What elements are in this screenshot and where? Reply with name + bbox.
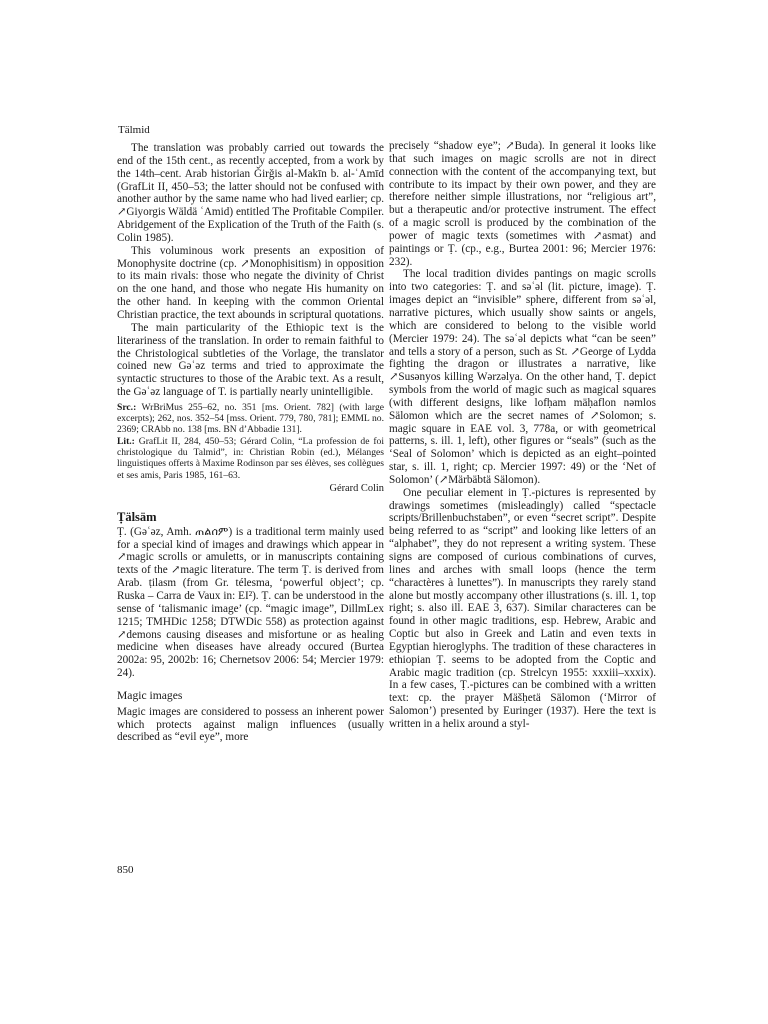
paragraph: The local tradition divides pantings on magic scrolls into two categories: Ṭ. and səʿəl (lit. picture, image). Ṭ. images depict an “invisible” sphere, different from səʿəl, narrative pictures, which usually show saints or angels, which are considered to belong to the visible world (Mercier 1979: 24). The səʿəl depicts what “can be seen” and tells a story of a person, such as St. ↗George of Lydda fighting the dragon or illustrates a narrative, like ↗Susənyos killing Wərzəlya. On the other hand, Ṭ. depict symbols from the world of magic such as magical squares (with different designs, like lofḥam mäḥaflon nəmlos Sälomon which are the secret names of ↗Solomon; s. magic square in EAE vol. 3, 778a, or with geometrical patterns, s. ill. 1, left), other figures or “seals” (such as the ‘Seal of Solomon’ which is depicted as an eight–pointed star, s. ill. 1, right; cp. Mercier 1997: 49) or the ‘Net of Solomon’ (↗Märbäbtä Sälomon). — [389, 268, 656, 486]
paragraph: This voluminous work presents an exposition of Monophysite doctrine (cp. ↗Monophisitism) in opposition to its main rivals: those who negate the divinity of Christ on the one hand, and those who negate His humanity on the other hand. In keeping with the common Oriental Christian practice, the text abounds in scriptural quotations. — [117, 244, 384, 321]
paragraph: Magic images are considered to possess an inherent power which protects against malign influences (usually described as “evil eye”, more — [117, 705, 384, 744]
paragraph: The main particularity of the Ethiopic text is the literariness of the translation. In order to remain faithful to the Christological subtleties of the Vorlage, the translator coined new Gəʿəz terms and tried to approximate the syntactic structures to those of the Arabic text. As a result, the Gəʿəz language of T. is partially nearly unintelligible. — [117, 321, 384, 399]
sources-text: WrBriMus 255–62, no. 351 [ms. Orient. 782] (with large excerpts); 262, nos. 352–54 [mss. Orient. 779, 780, 781]; EMML no. 2369; CRAbb no. 138 [ms. BN d’Abbadie 131]. — [117, 401, 384, 436]
section-heading: Magic images — [117, 688, 183, 702]
author-signature: Gérard Colin — [329, 482, 384, 494]
left-column — [117, 142, 384, 744]
sources-label: Src.: — [117, 401, 137, 413]
paragraph: Ṭ. (Gəʿəz, Amh. ጠልሰም) is a traditional term mainly used for a special kind of images and drawings which appear in ↗magic scrolls or amuletts, or in manuscripts containing texts of the ↗magic literature. The term Ṭ. is derived from Arab. ṭilasm (from Gr. télesma, ‘powerful object’; cp. Ruska – Carra de Vaux in: EI²). Ṭ. can be understood in the sense of ‘talismanic image’ (cp. “magic image”, DillmLex 1215; TMHDic 1258; DTWDic 558) as protection against ↗demons causing diseases and misfortune or as healing medicine when diseases have already occured (Burtea 2002a: 95, 2002b: 16; Chernetsov 2006: 54; Mercier 1979: 24). — [117, 525, 384, 680]
paragraph: One peculiar element in Ṭ.-pictures is represented by drawings sometimes (misleadingly) called “spectacle scripts/Brillenbuchstaben”, or even “secret script”. Despite being referred to as “script” and looking like letters of an “alphabet”, they do not represent a writing system. These signs are composed of curious combinations of curves, lines and arches with small loops (hence the term “charactères à lunettes”). In manuscripts they rarely stand alone but mostly accompany other illustrations (s. ill. 1, top right; s. also ill. EAE 3, 637). Similar characteres can be found in other magic traditions, esp. Hebrew, Arabic and Coptic but also in Greek and Latin and even texts in Egyptian hieroglyphs. The tradition of these characteres in ethiopian Ṭ. seems to be adopted from the Coptic and Arabic magic tradition (cp. Strelcyn 1955: xxxiii–xxxix). In a few cases, Ṭ.-pictures can be combined with a written text: cp. the prayer Mäšḥetä Sälomon (‘Mirror of Salomon’) presented by Euringer (1937). Here the text is written in a helix around a styl- — [389, 486, 656, 730]
bibliography — [117, 402, 384, 481]
page-number: 850 — [117, 864, 134, 876]
paragraph: The translation was probably carried out towards the end of the 15th cent., as recently accepted, from a work by the 14th–cent. Arab historian Ǧirǧis al-Makīn b. al-ʿAmīd (GrafLit II, 450–53; the latter should not be confused with another author by the same name who had lived earlier; cp. ↗Giyorgis Wäldä ʿAmid) entitled The Profitable Compiler. Abridgement of the Explication of the Truth of the Faith (s. Colin 1985). — [117, 142, 384, 244]
entry-title: Ṭälsäm — [117, 509, 157, 524]
literature-label: Lit.: — [117, 435, 135, 447]
right-column — [389, 140, 656, 731]
running-head: Tälmid — [118, 124, 150, 136]
literature-text: GrafLit II, 284, 450–53; Gérard Colin, “La profession de foi christologique du Talmid”, in: Christian Robin (ed.), Mélanges linguistiques offerts à Maxime Rodinson par ses élèves, ses collègues et ses amis, Paris 1985, 161–63. — [117, 435, 384, 481]
literature — [117, 436, 384, 481]
paragraph: precisely “shadow eye”; ↗Buda). In general it looks like that such images on magic scrolls are not in direct connection with the content of the accompanying text, but contribute to its impact by their own power, and they are therefore neither simple illustrations, nor “religious art”, but a therapeutic and/or protective instrument. The effect of a magic scroll is produced by the combination of the power of magic texts (sometimes with ↗asmat) and paintings or Ṭ. (cp., e.g., Burtea 2001: 96; Mercier 1976: 232). — [389, 140, 656, 268]
sources — [117, 402, 384, 436]
